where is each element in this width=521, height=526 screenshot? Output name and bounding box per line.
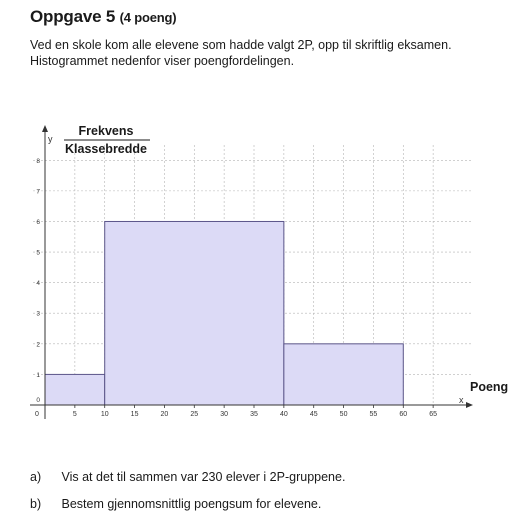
- x-tick-label: 45: [309, 411, 318, 418]
- y-label-denominator: Klassebredde: [65, 142, 147, 156]
- x-tick-label: 60: [399, 411, 408, 418]
- x-tick-label: 10: [100, 411, 109, 418]
- x-tick-label: 40: [279, 411, 288, 418]
- y-axis-letter: y: [48, 134, 53, 144]
- question-b-label: b): [30, 497, 42, 511]
- x-tick-label: 5: [72, 411, 77, 418]
- histogram-bar-2: [105, 221, 284, 405]
- question-a-text: Vis at det til sammen var 230 elever i 2P-gruppene.: [61, 470, 346, 484]
- x-tick-label: 35: [250, 411, 258, 418]
- y-tick-label: 1: [36, 371, 40, 379]
- x-tick-label: 65: [429, 411, 438, 418]
- question-a-label: a): [30, 470, 42, 484]
- histogram-bar-1: [45, 374, 105, 405]
- y-tick-label: 0: [36, 397, 40, 404]
- x-tick-label: 15: [130, 411, 139, 418]
- x-tick-label: 50: [339, 411, 348, 418]
- y-tick-label: 3: [36, 310, 40, 318]
- y-tick-label: 7: [36, 188, 40, 196]
- x-tick-label: 20: [160, 411, 169, 418]
- histogram-bar-3: [284, 344, 403, 405]
- x-axis-label: Poeng: [470, 380, 509, 394]
- question-b: [30, 497, 321, 511]
- x-tick-label: 0: [35, 411, 39, 418]
- question-a: [30, 470, 345, 484]
- y-tick-label: 2: [36, 341, 40, 349]
- task-heading: [30, 7, 176, 27]
- histogram-chart: [0, 115, 521, 435]
- x-tick-label: 30: [220, 411, 229, 418]
- question-b-text: Bestem gjennomsnittlig poengsum for elevene.: [61, 497, 322, 511]
- x-axis-arrow: [466, 402, 473, 408]
- y-axis-arrow: [42, 125, 48, 132]
- task-intro: [30, 38, 510, 69]
- intro-line-1: Ved en skole kom alle elevene som hadde valgt 2P, opp til skriftlig eksamen.: [30, 38, 452, 52]
- y-tick-label: 4: [36, 280, 40, 288]
- intro-line-2: Histogrammet nedenfor viser poengfordelingen.: [30, 53, 295, 68]
- task-points: (4 poeng): [119, 10, 177, 25]
- y-tick-label: 8: [36, 157, 40, 165]
- x-tick-label: 25: [190, 411, 199, 418]
- x-axis-letter: x: [459, 395, 464, 405]
- y-tick-label: 5: [36, 249, 40, 257]
- x-tick-label: 55: [369, 411, 378, 418]
- y-label-numerator: Frekvens: [78, 124, 134, 138]
- y-tick-label: 6: [36, 218, 40, 226]
- task-title: Oppgave 5: [30, 7, 116, 26]
